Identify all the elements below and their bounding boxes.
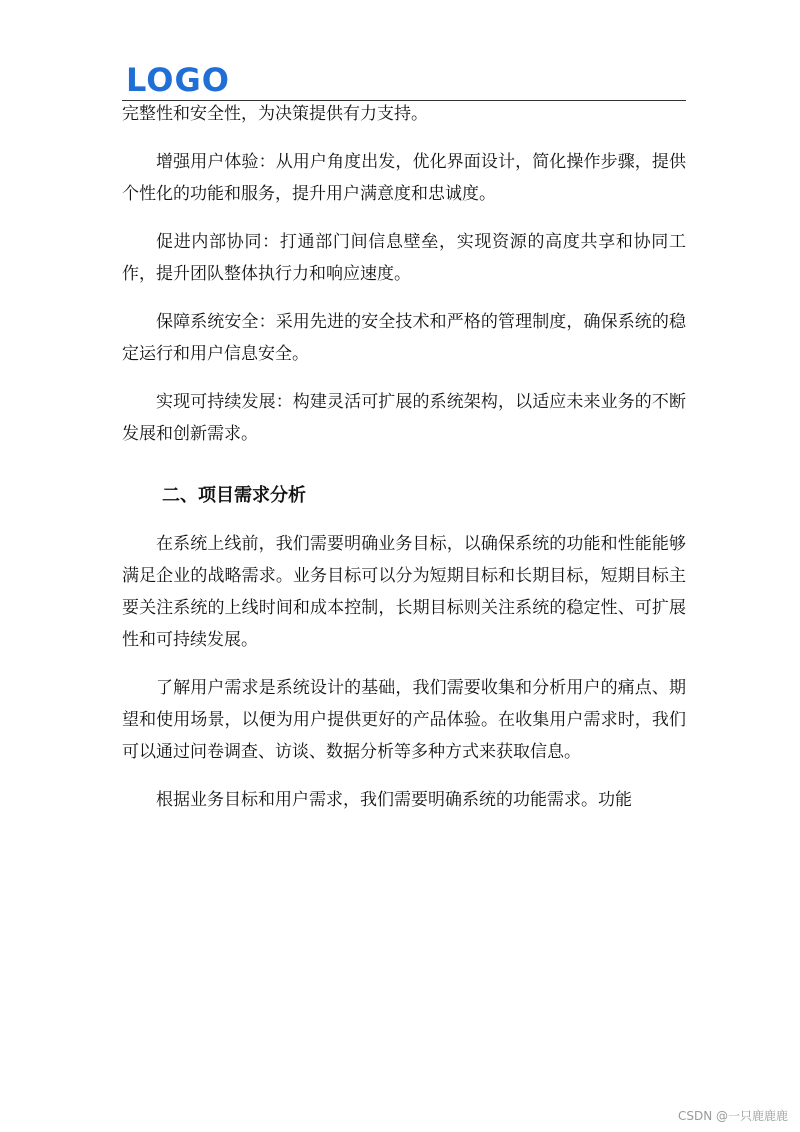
page-header	[0, 0, 800, 104]
document-body	[122, 98, 686, 832]
paragraph-functional-needs: 根据业务目标和用户需求，我们需要明确系统的功能需求。功能	[156, 790, 632, 810]
section-heading: 二、项目需求分析	[162, 485, 306, 506]
paragraph-business-goals: 在系统上线前，我们需要明确业务目标，以确保系统的功能和性能能够满足企业的战略需求。业务目标可以分为短期目标和长期目标，短期目标主要关注系统的上线时间和成本控制，长期目标则关注系统的稳定性、可扩展性和可持续发展。	[122, 534, 686, 650]
paragraph-security: 保障系统安全：采用先进的安全技术和严格的管理制度，确保系统的稳定运行和用户信息安全。	[122, 312, 686, 364]
paragraph-user-experience: 增强用户体验：从用户角度出发，优化界面设计，简化操作步骤，提供个性化的功能和服务，提升用户满意度和忠诚度。	[122, 152, 686, 204]
watermark: CSDN @一只鹿鹿鹿	[677, 1109, 788, 1123]
paragraph-user-needs: 了解用户需求是系统设计的基础，我们需要收集和分析用户的痛点、期望和使用场景，以便为用户提供更好的产品体验。在收集用户需求时，我们可以通过问卷调查、访谈、数据分析等多种方式来获取信息。	[122, 678, 686, 762]
logo: LOGO	[126, 61, 230, 99]
paragraph-collaboration: 促进内部协同：打通部门间信息壁垒，实现资源的高度共享和协同工作，提升团队整体执行力和响应速度。	[122, 232, 686, 284]
paragraph-sustainability: 实现可持续发展：构建灵活可扩展的系统架构，以适应未来业务的不断发展和创新需求。	[122, 392, 686, 444]
paragraph-continued: 完整性和安全性，为决策提供有力支持。	[122, 104, 428, 124]
